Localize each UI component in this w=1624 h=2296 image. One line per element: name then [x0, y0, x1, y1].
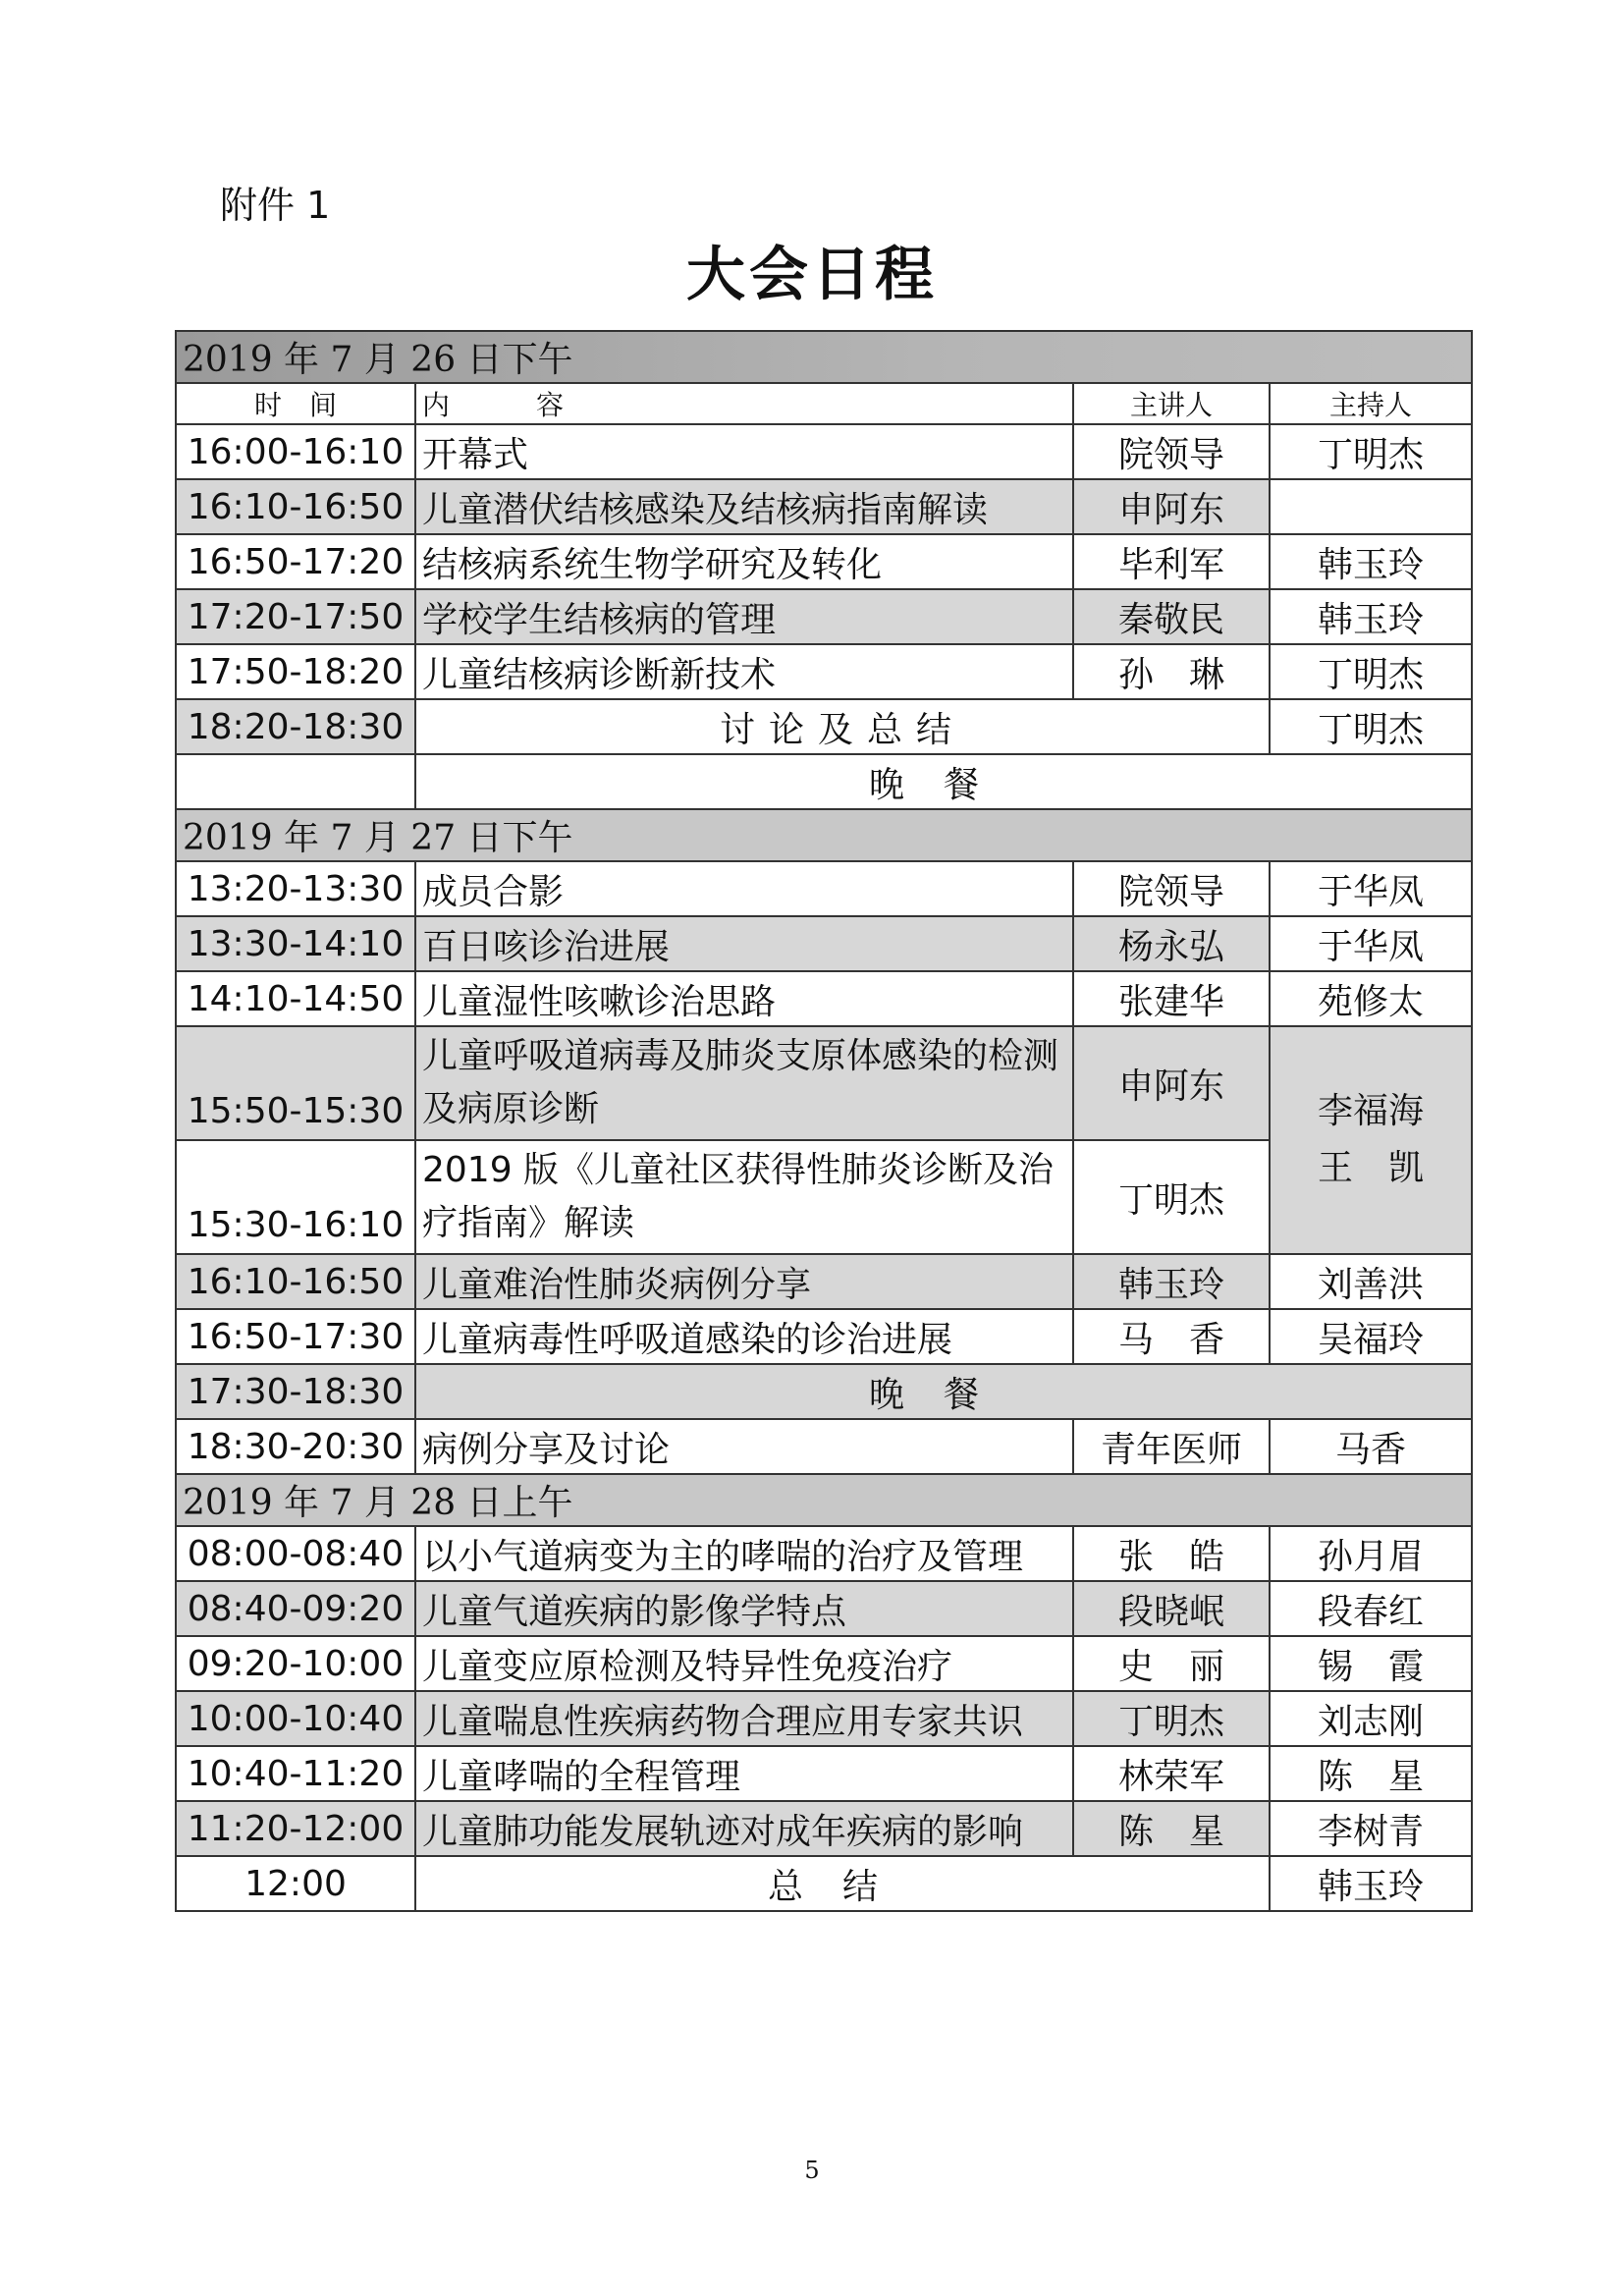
row-host: 李树青 — [1270, 1801, 1472, 1856]
row-time: 10:00-10:40 — [176, 1691, 415, 1746]
row-time: 18:30-20:30 — [176, 1419, 415, 1474]
table-row — [176, 1691, 1472, 1746]
row-content: 总结 — [415, 1856, 1270, 1911]
header-content: 内 容 — [415, 383, 1073, 424]
day-header — [176, 1474, 1472, 1526]
table-row — [176, 861, 1472, 916]
row-speaker: 院领导 — [1073, 861, 1270, 916]
row-content: 以小气道病变为主的哮喘的治疗及管理 — [415, 1526, 1073, 1581]
row-host: 锡 霞 — [1270, 1636, 1472, 1691]
row-speaker: 丁明杰 — [1073, 1140, 1270, 1254]
row-time: 08:00-08:40 — [176, 1526, 415, 1581]
table-row — [176, 1309, 1472, 1364]
table-row — [176, 589, 1472, 644]
row-host: 段春红 — [1270, 1581, 1472, 1636]
row-time: 12:00 — [176, 1856, 415, 1911]
day-header — [176, 331, 1472, 383]
row-time: 16:10-16:50 — [176, 1254, 415, 1309]
table-row — [176, 699, 1472, 754]
day-date: 2019 年 7 月 26 日下午 — [176, 331, 1472, 383]
row-host: 刘志刚 — [1270, 1691, 1472, 1746]
table-row — [176, 1254, 1472, 1309]
table-row — [176, 1746, 1472, 1801]
row-time — [176, 754, 415, 809]
row-host: 丁明杰 — [1270, 424, 1472, 479]
row-host: 苑修太 — [1270, 971, 1472, 1026]
row-host: 韩玉玲 — [1270, 1856, 1472, 1911]
row-time: 16:10-16:50 — [176, 479, 415, 534]
row-speaker: 林荣军 — [1073, 1746, 1270, 1801]
row-speaker: 毕利军 — [1073, 534, 1270, 589]
row-time: 11:20-12:00 — [176, 1801, 415, 1856]
row-content: 儿童潜伏结核感染及结核病指南解读 — [415, 479, 1073, 534]
table-row — [176, 1026, 1472, 1140]
row-time: 18:20-18:30 — [176, 699, 415, 754]
row-content: 百日咳诊治进展 — [415, 916, 1073, 971]
table-row — [176, 1581, 1472, 1636]
row-speaker: 孙 琳 — [1073, 644, 1270, 699]
table-row — [176, 1364, 1472, 1419]
row-speaker: 杨永弘 — [1073, 916, 1270, 971]
schedule-table — [175, 330, 1473, 1912]
row-host: 于华凤 — [1270, 916, 1472, 971]
row-content: 晚餐 — [415, 1364, 1472, 1419]
table-row — [176, 644, 1472, 699]
day-header — [176, 809, 1472, 861]
page-number: 5 — [804, 2157, 820, 2184]
header-speaker: 主讲人 — [1073, 383, 1270, 424]
row-time: 13:30-14:10 — [176, 916, 415, 971]
row-content: 儿童变应原检测及特异性免疫治疗 — [415, 1636, 1073, 1691]
row-content: 病例分享及讨论 — [415, 1419, 1073, 1474]
column-header-row — [176, 383, 1472, 424]
row-host: 马香 — [1270, 1419, 1472, 1474]
row-speaker: 马 香 — [1073, 1309, 1270, 1364]
row-content: 儿童气道疾病的影像学特点 — [415, 1581, 1073, 1636]
row-speaker: 张建华 — [1073, 971, 1270, 1026]
row-host: 陈 星 — [1270, 1746, 1472, 1801]
row-time: 17:30-18:30 — [176, 1364, 415, 1419]
row-host: 丁明杰 — [1270, 644, 1472, 699]
row-speaker: 史 丽 — [1073, 1636, 1270, 1691]
row-time: 17:50-18:20 — [176, 644, 415, 699]
row-speaker: 院领导 — [1073, 424, 1270, 479]
row-host: 于华凤 — [1270, 861, 1472, 916]
table-row — [176, 1419, 1472, 1474]
row-time: 15:50-15:30 — [176, 1026, 415, 1140]
day-date: 2019 年 7 月 27 日下午 — [176, 809, 1472, 861]
row-time: 17:20-17:50 — [176, 589, 415, 644]
table-row — [176, 534, 1472, 589]
attachment-label: 附件 1 — [220, 184, 331, 227]
row-speaker: 秦敬民 — [1073, 589, 1270, 644]
table-row — [176, 1801, 1472, 1856]
row-content: 晚餐 — [415, 754, 1472, 809]
row-host: 吴福玲 — [1270, 1309, 1472, 1364]
row-time: 16:00-16:10 — [176, 424, 415, 479]
row-time: 14:10-14:50 — [176, 971, 415, 1026]
row-host: 刘善洪 — [1270, 1254, 1472, 1309]
row-speaker: 申阿东 — [1073, 1026, 1270, 1140]
row-content: 儿童结核病诊断新技术 — [415, 644, 1073, 699]
row-content: 2019 版《儿童社区获得性肺炎诊断及治疗指南》解读 — [415, 1140, 1073, 1254]
row-time: 08:40-09:20 — [176, 1581, 415, 1636]
row-time: 13:20-13:30 — [176, 861, 415, 916]
row-content: 儿童喘息性疾病药物合理应用专家共识 — [415, 1691, 1073, 1746]
row-content: 讨论及总结 — [415, 699, 1270, 754]
row-speaker: 丁明杰 — [1073, 1691, 1270, 1746]
table-row — [176, 1526, 1472, 1581]
table-row — [176, 1856, 1472, 1911]
row-content: 结核病系统生物学研究及转化 — [415, 534, 1073, 589]
row-content: 成员合影 — [415, 861, 1073, 916]
table-row — [176, 916, 1472, 971]
row-host-group — [1270, 1026, 1472, 1254]
row-host: 丁明杰 — [1270, 699, 1472, 754]
row-host — [1270, 479, 1472, 534]
header-host: 主持人 — [1270, 383, 1472, 424]
table-row — [176, 479, 1472, 534]
row-speaker: 申阿东 — [1073, 479, 1270, 534]
day-date: 2019 年 7 月 28 日上午 — [176, 1474, 1472, 1526]
row-content: 儿童病毒性呼吸道感染的诊治进展 — [415, 1309, 1073, 1364]
row-host: 王 凯 — [1317, 1148, 1424, 1188]
table-row — [176, 1636, 1472, 1691]
row-content: 儿童肺功能发展轨迹对成年疾病的影响 — [415, 1801, 1073, 1856]
table-row — [176, 424, 1472, 479]
row-host: 韩玉玲 — [1270, 589, 1472, 644]
row-time: 15:30-16:10 — [176, 1140, 415, 1254]
row-host: 李福海 — [1317, 1091, 1424, 1131]
row-speaker: 陈 星 — [1073, 1801, 1270, 1856]
row-speaker: 韩玉玲 — [1073, 1254, 1270, 1309]
row-content: 学校学生结核病的管理 — [415, 589, 1073, 644]
row-content: 儿童难治性肺炎病例分享 — [415, 1254, 1073, 1309]
row-time: 09:20-10:00 — [176, 1636, 415, 1691]
row-content: 儿童湿性咳嗽诊治思路 — [415, 971, 1073, 1026]
row-speaker: 段晓岷 — [1073, 1581, 1270, 1636]
row-speaker: 张 皓 — [1073, 1526, 1270, 1581]
row-time: 10:40-11:20 — [176, 1746, 415, 1801]
row-time: 16:50-17:30 — [176, 1309, 415, 1364]
row-host: 韩玉玲 — [1270, 534, 1472, 589]
table-row — [176, 971, 1472, 1026]
row-content: 儿童哮喘的全程管理 — [415, 1746, 1073, 1801]
header-time: 时 间 — [176, 383, 415, 424]
row-host: 孙月眉 — [1270, 1526, 1472, 1581]
page-title: 大会日程 — [686, 241, 938, 309]
row-content: 开幕式 — [415, 424, 1073, 479]
table-row — [176, 754, 1472, 809]
row-content: 儿童呼吸道病毒及肺炎支原体感染的检测及病原诊断 — [415, 1026, 1073, 1140]
row-speaker: 青年医师 — [1073, 1419, 1270, 1474]
row-time: 16:50-17:20 — [176, 534, 415, 589]
